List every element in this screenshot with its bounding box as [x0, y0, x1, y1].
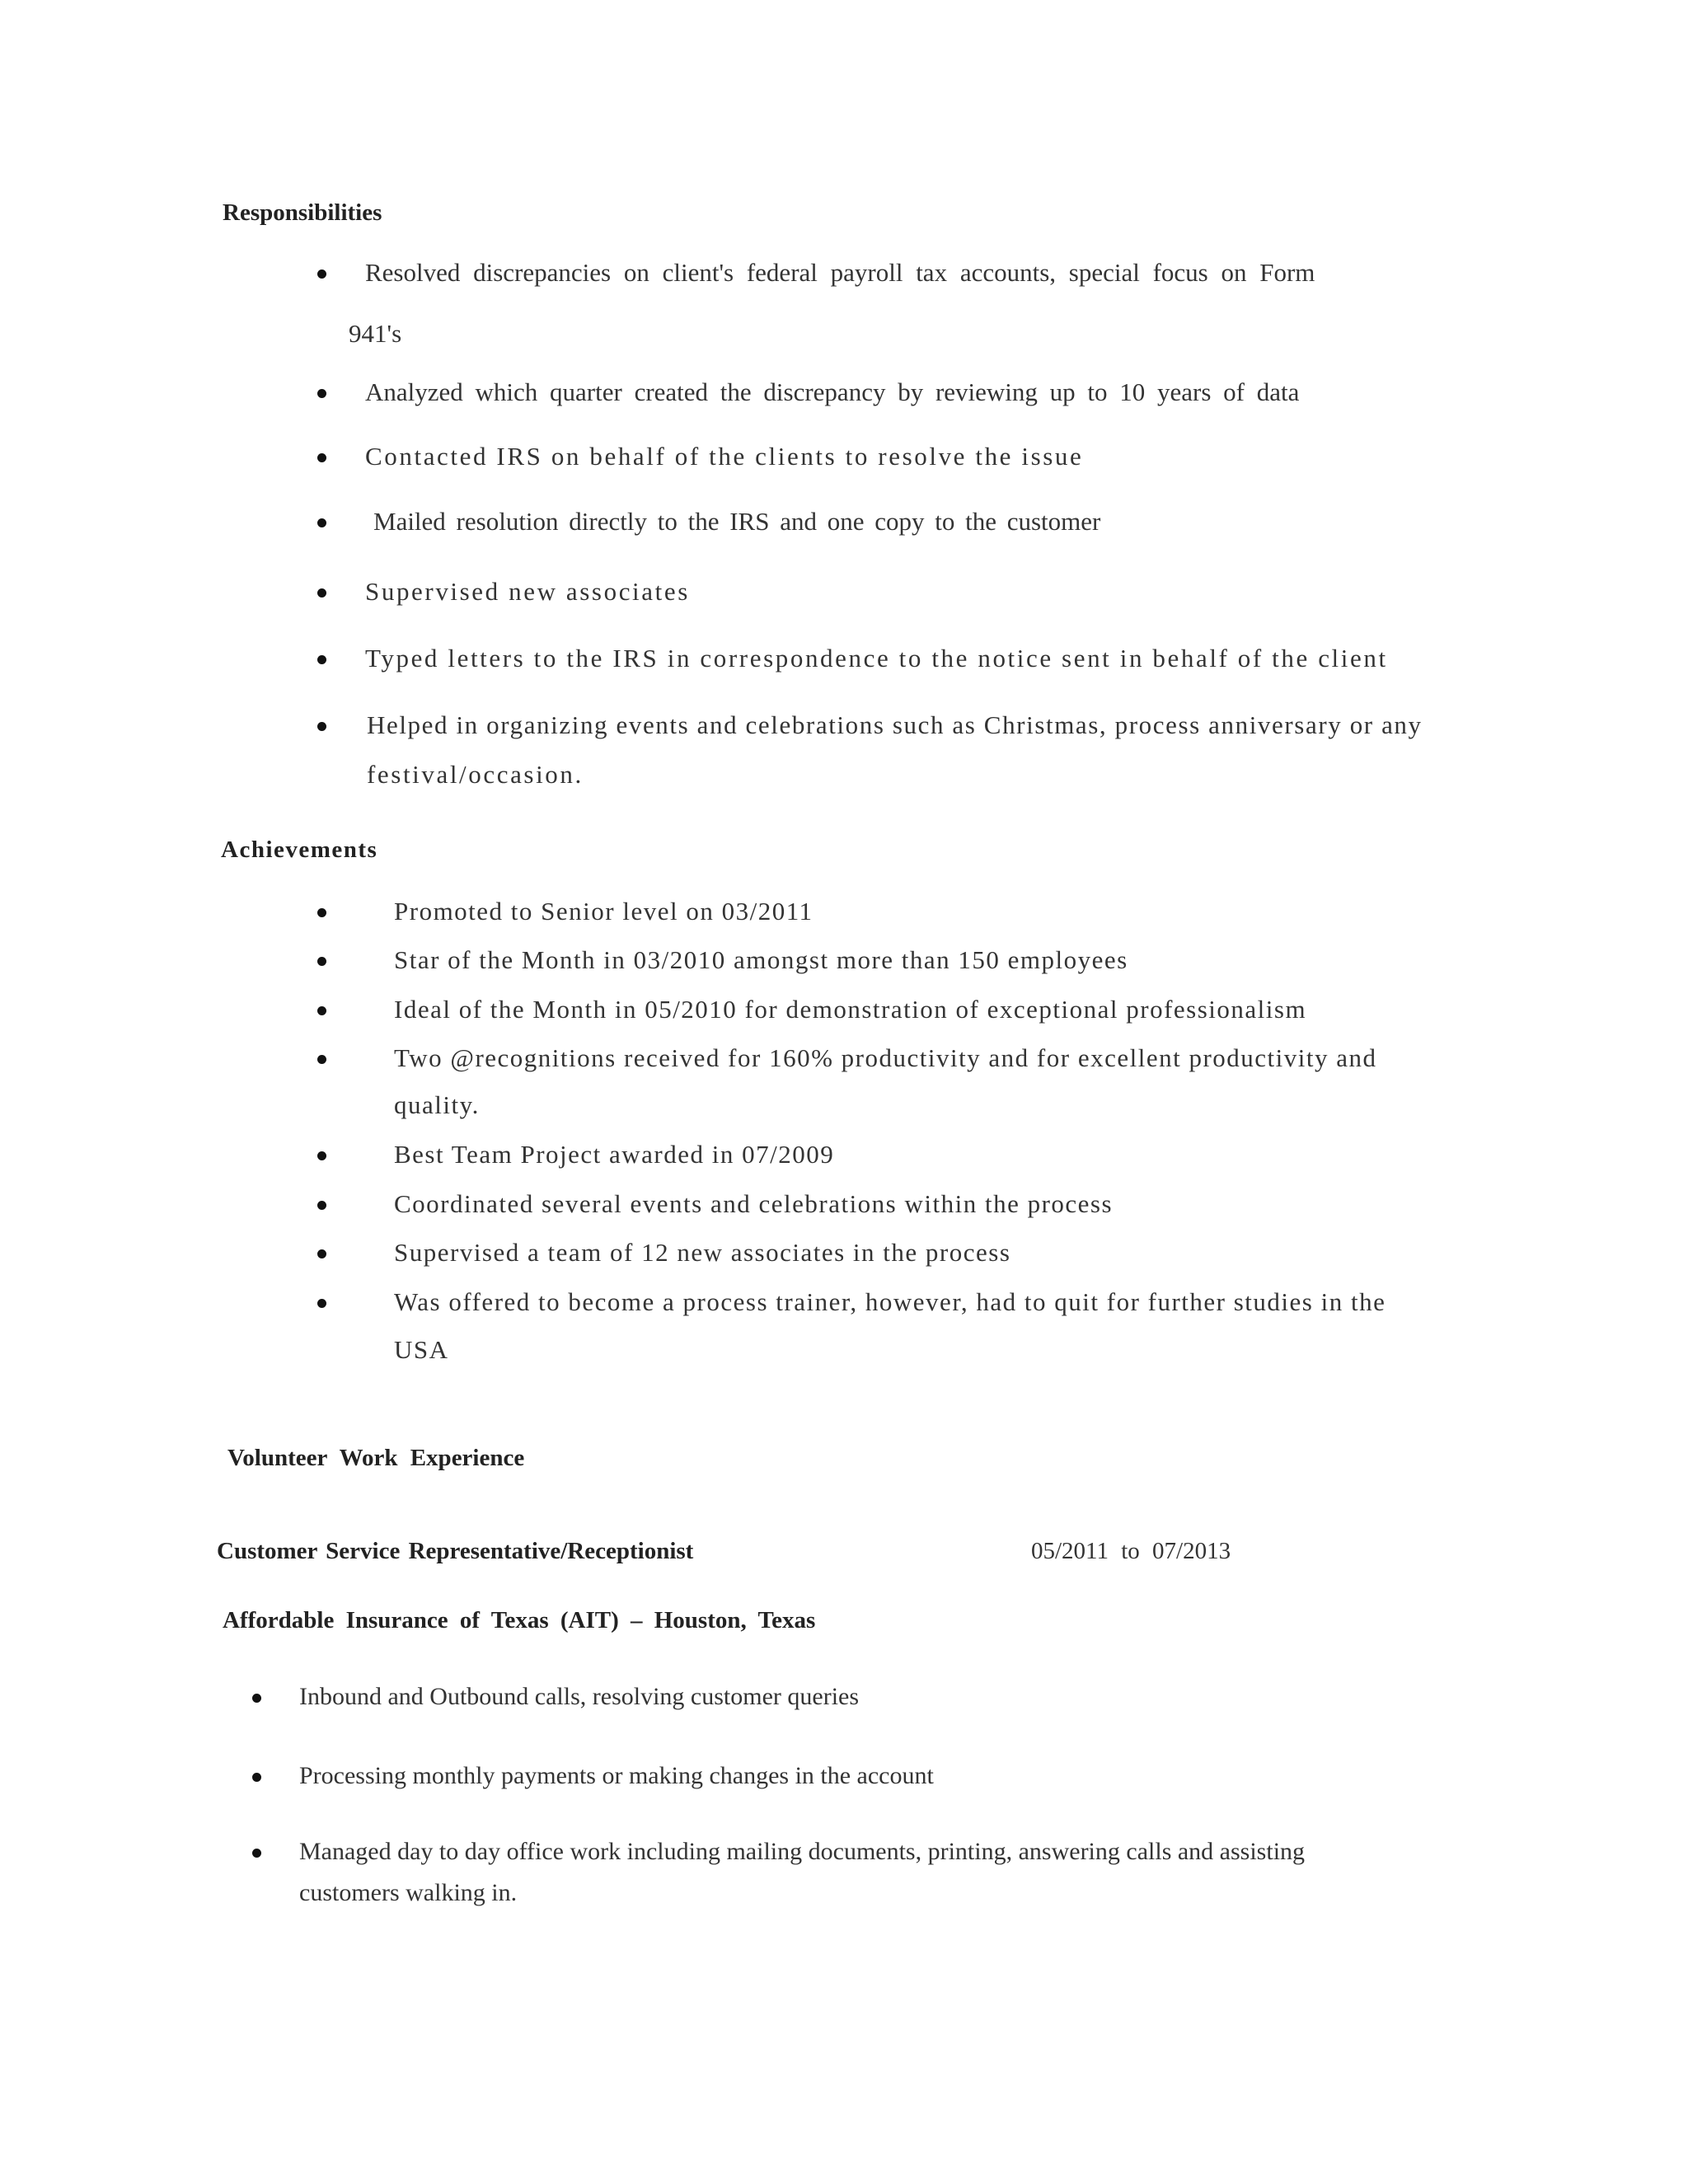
- bullet-icon: [317, 1201, 326, 1210]
- bullet-icon: [317, 1006, 326, 1015]
- bullet-icon: [317, 588, 326, 598]
- list-item: Inbound and Outbound calls, resolving customer queries: [299, 1683, 860, 1710]
- bullet-icon: [317, 655, 326, 664]
- list-item: Processing monthly payments or making changes in the account: [299, 1762, 934, 1789]
- list-item: Contacted IRS on behalf of the clients to resolve the issue: [365, 442, 1084, 471]
- bullet-icon: [252, 1773, 261, 1782]
- list-item: Helped in organizing events and celebrations such as Christmas, process anniversary or any: [367, 710, 1423, 739]
- list-item: Supervised new associates: [365, 577, 690, 606]
- bullet-icon: [252, 1849, 261, 1858]
- list-item: Was offered to become a process trainer, however, had to quit for further studies in the: [394, 1287, 1386, 1316]
- list-item: Promoted to Senior level on 03/2011: [394, 897, 814, 926]
- list-item: Mailed resolution directly to the IRS and one copy to the customer: [373, 507, 1101, 536]
- list-item: Resolved discrepancies on client's federal payroll tax accounts, special focus on Form: [365, 258, 1315, 287]
- list-item: Two @recognitions received for 160% productivity and for excellent productivity and: [394, 1043, 1377, 1072]
- job-title: Customer Service Representative/Receptionist: [217, 1538, 694, 1564]
- list-item: Analyzed which quarter created the discrepancy by reviewing up to 10 years of data: [365, 377, 1300, 406]
- bullet-icon: [252, 1694, 261, 1703]
- company-name: Affordable Insurance of Texas (AIT) – Houston, Texas: [223, 1607, 816, 1633]
- list-item: Star of the Month in 03/2010 amongst more than 150 employees: [394, 945, 1128, 974]
- list-item-continuation: USA: [394, 1335, 449, 1364]
- bullet-icon: [317, 1055, 326, 1064]
- list-item: Supervised a team of 12 new associates in the process: [394, 1238, 1011, 1267]
- bullet-icon: [317, 518, 326, 527]
- list-item-continuation: quality.: [394, 1090, 480, 1119]
- list-item: Ideal of the Month in 05/2010 for demonstration of exceptional professionalism: [394, 995, 1307, 1024]
- bullet-icon: [317, 908, 326, 917]
- bullet-icon: [317, 1151, 326, 1160]
- bullet-icon: [317, 1299, 326, 1308]
- bullet-icon: [317, 389, 326, 398]
- list-item: Best Team Project awarded in 07/2009: [394, 1140, 835, 1169]
- job-dates: 05/2011 to 07/2013: [1031, 1538, 1231, 1564]
- list-item-continuation: customers walking in.: [299, 1879, 518, 1906]
- section-heading-responsibilities: Responsibilities: [223, 199, 382, 226]
- bullet-icon: [317, 453, 326, 462]
- list-item: Typed letters to the IRS in correspondence to the notice sent in behalf of the client: [365, 644, 1388, 673]
- bullet-icon: [317, 269, 326, 279]
- section-heading-achievements: Achievements: [221, 837, 378, 863]
- bullet-icon: [317, 957, 326, 966]
- section-heading-volunteer: Volunteer Work Experience: [227, 1445, 525, 1471]
- bullet-icon: [317, 722, 326, 731]
- list-item-continuation: festival/occasion.: [367, 760, 584, 789]
- bullet-icon: [317, 1249, 326, 1258]
- list-item: Coordinated several events and celebrations within the process: [394, 1189, 1114, 1218]
- list-item: Managed day to day office work including mailing documents, printing, answering calls and assisting: [299, 1838, 1306, 1865]
- list-item-continuation: 941's: [349, 319, 402, 348]
